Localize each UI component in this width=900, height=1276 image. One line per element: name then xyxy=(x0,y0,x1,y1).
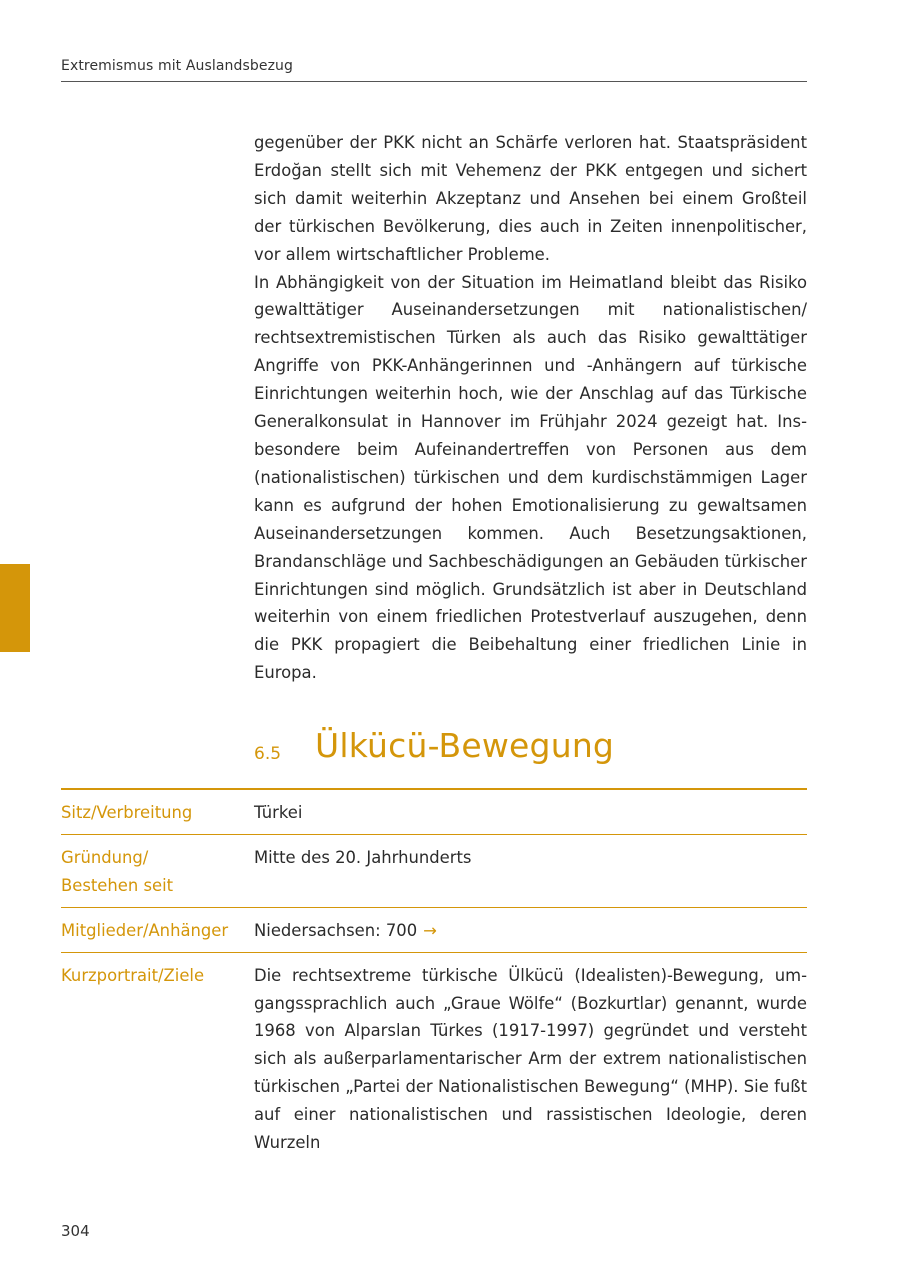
row-value xyxy=(254,917,807,945)
row-value: Mitte des 20. Jahrhunderts xyxy=(254,847,472,867)
table-row xyxy=(61,790,807,835)
info-table xyxy=(61,788,807,1164)
row-label: Sitz/Verbreitung xyxy=(61,803,193,822)
arrow-right-icon[interactable]: → xyxy=(423,920,437,940)
row-value xyxy=(254,962,807,1157)
section-number: 6.5 xyxy=(254,744,282,764)
member-count: Niedersachsen: 700 xyxy=(254,920,418,940)
body-text xyxy=(254,129,807,687)
table-row xyxy=(61,835,807,908)
portrait-text: Die rechtsextreme türkische Ülkücü (Idealisten)-Bewegung, umgangssprachlich auch „Graue Wölfe“ (Bozkurtlar) genannt, wurde 1968 von Alparslan Türkes (1917-1997) gegründet und versteht sich als außerparlamentarischer Arm der extrem nationalistischen türkischen „Partei der Nationalistischen Bewegung“ (MHP). Sie fußt auf einer nationalistischen und rassistischen Ideologie, deren Wurzeln xyxy=(254,965,807,1153)
section-title: Ülkücü-Bewegung xyxy=(315,726,615,765)
paragraph: gegenüber der PKK nicht an Schärfe verloren hat. Staatspräsident Erdoğan stellt sich mit Vehemenz der PKK entgegen und sichert sich damit weiterhin Akzeptanz und Ansehen bei einem Großteil der türkischen Bevölkerung, dies auch in Zeiten innenpolitischer, vor allem wirtschaftlicher Probleme. xyxy=(254,133,807,264)
row-value: Türkei xyxy=(254,803,303,822)
row-label-line: Bestehen seit xyxy=(61,875,174,895)
row-label xyxy=(61,844,254,900)
header-rule xyxy=(61,81,807,82)
table-row xyxy=(61,908,807,953)
running-header: Extremismus mit Auslandsbezug xyxy=(61,58,293,74)
table-row xyxy=(61,953,807,1164)
row-label: Kurzportrait/Ziele xyxy=(61,965,205,985)
page-number: 304 xyxy=(61,1222,90,1240)
row-label-line: Gründung/ xyxy=(61,847,149,867)
paragraph: In Abhängigkeit von der Situation im Heimatland bleibt das Risiko gewalttätiger Auseinandersetzungen mit nationalistischen/ rechtsextremistischen Türken als auch das Risiko gewalttätiger Angriffe von PKK-Anhängerinnen und -Anhängern auf türkische Einrichtungen weiterhin hoch, wie der Anschlag auf das Türkische Generalkonsulat in Hannover im Frühjahr 2024 gezeigt hat. Insbesondere beim Aufeinandertreffen von Personen aus dem (nationalistischen) türkischen und dem kurdischstämmigen Lager kann es aufgrund der hohen Emotionalisierung zu gewaltsamen Auseinandersetzungen kommen. Auch Besetzungsaktionen, Brandanschläge und Sachbeschädigungen an Gebäuden türkischer Einrichtungen sind möglich. Grundsätzlich ist aber in Deutschland weiterhin von einem friedlichen Protestverlauf auszugehen, denn die PKK propagiert die Beibehaltung einer friedlichen Linie in Europa. xyxy=(254,272,807,683)
row-label: Mitglieder/Anhänger xyxy=(61,920,229,940)
chapter-side-tab xyxy=(0,564,30,652)
